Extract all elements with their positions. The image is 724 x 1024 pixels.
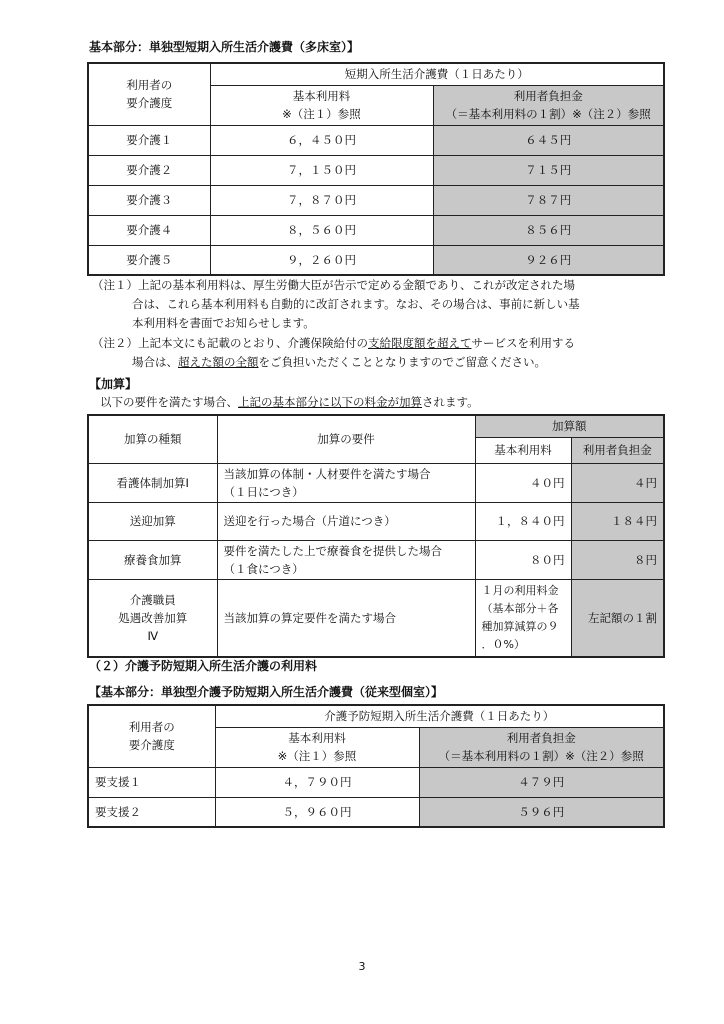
- header-user-charge: 利用者負担金 （＝基本利用料の１割）※（注２）参照: [419, 727, 664, 767]
- note-1: （注１）上記の基本利用料は、厚生労働大臣が告示で定める金額であり、これが改定された場 合は、これら基本利用料も自動的に改訂されます。なお、その場合は、事前に新しい基 本利用料を書面でお知らせします。: [92, 278, 580, 330]
- header-addition-requirement: 加算の要件: [217, 415, 475, 463]
- page-number: 3: [358, 960, 366, 973]
- header-user-charge: 利用者負担金 （＝基本利用料の１割）※（注２）参照: [433, 85, 664, 125]
- addition-base-fee-cell: ４０円: [475, 463, 571, 502]
- addition-type-cell: 介護職員 処遇改善加算 Ⅳ: [88, 579, 217, 657]
- addition-requirement-cell: 要件を満たした上で療養食を提供した場合 （１食につき）: [217, 540, 475, 579]
- care-level-cell: 要支援２: [88, 797, 215, 827]
- user-charge-cell: ８５６円: [433, 215, 664, 245]
- addition-user-charge-cell: ８円: [571, 540, 664, 579]
- section3-title: 【基本部分：単独型介護予防短期入所生活介護費（従来型個室）】: [89, 685, 444, 699]
- additional-fee-table: [87, 414, 665, 658]
- header-addition-type: 加算の種類: [88, 415, 217, 463]
- section2-title: 【加算】: [89, 377, 138, 391]
- table-row: [88, 767, 664, 797]
- user-charge-cell: ６４５円: [433, 125, 664, 155]
- care-level-cell: 要介護４: [88, 215, 210, 245]
- header-care-level: 利用者の 要介護度: [88, 63, 210, 125]
- care-level-cell: 要介護２: [88, 155, 210, 185]
- header-addition-amount: 加算額: [475, 415, 664, 437]
- addition-base-fee-cell: １，８４０円: [475, 502, 571, 540]
- preventive-fee-table: [87, 704, 665, 828]
- base-fee-cell: ９，２６０円: [210, 245, 433, 275]
- addition-user-charge-cell: ４円: [571, 463, 664, 502]
- table-row: [88, 185, 664, 215]
- base-fee-cell: ８，５６０円: [210, 215, 433, 245]
- user-charge-cell: ７１５円: [433, 155, 664, 185]
- table-row: [88, 540, 664, 579]
- care-level-cell: 要介護３: [88, 185, 210, 215]
- table-row: [88, 502, 664, 540]
- base-fee-cell: ７，８７０円: [210, 185, 433, 215]
- header-base-fee: 基本利用料 ※（注１）参照: [210, 85, 433, 125]
- base-fee-cell: ４，７９０円: [215, 767, 419, 797]
- addition-requirement-cell: 当該加算の算定要件を満たす場合: [217, 579, 475, 657]
- care-level-cell: 要介護１: [88, 125, 210, 155]
- addition-base-fee-cell: １月の利用料金 （基本部分＋各 種加算減算の９ ．０%）: [475, 579, 571, 657]
- addition-user-charge-cell: １８４円: [571, 502, 664, 540]
- table-row: [88, 579, 664, 657]
- header-base-fee: 基本利用料: [475, 437, 571, 463]
- base-fee-cell: ７，１５０円: [210, 155, 433, 185]
- header-base-fee: 基本利用料 ※（注１）参照: [215, 727, 419, 767]
- section2-intro: 以下の要件を満たす場合、上記の基本部分に以下の料金が加算されます。: [100, 395, 479, 409]
- table-row: [88, 155, 664, 185]
- addition-type-cell: 送迎加算: [88, 502, 217, 540]
- header-group: 介護予防短期入所生活介護費（１日あたり）: [215, 705, 664, 727]
- table-row: [88, 245, 664, 275]
- basic-fee-table: [87, 62, 665, 276]
- addition-requirement-cell: 送迎を行った場合（片道につき）: [217, 502, 475, 540]
- header-care-level: 利用者の 要介護度: [88, 705, 215, 767]
- addition-user-charge-cell: 左記額の１割: [571, 579, 664, 657]
- addition-base-fee-cell: ８０円: [475, 540, 571, 579]
- care-level-cell: 要介護５: [88, 245, 210, 275]
- user-charge-cell: ５９６円: [419, 797, 664, 827]
- header-user-charge: 利用者負担金: [571, 437, 664, 463]
- table-row: [88, 797, 664, 827]
- base-fee-cell: ５，９６０円: [215, 797, 419, 827]
- table-row: [88, 215, 664, 245]
- care-level-cell: 要支援１: [88, 767, 215, 797]
- user-charge-cell: ７８７円: [433, 185, 664, 215]
- base-fee-cell: ６，４５０円: [210, 125, 433, 155]
- section3-subtitle: （２）介護予防短期入所生活介護の利用料: [89, 659, 318, 673]
- user-charge-cell: ４７９円: [419, 767, 664, 797]
- section1-title: 基本部分：単独型短期入所生活介護費（多床室）】: [89, 40, 360, 54]
- table-row: [88, 125, 664, 155]
- addition-type-cell: 療養食加算: [88, 540, 217, 579]
- addition-requirement-cell: 当該加算の体制・人材要件を満たす場合 （１日につき）: [217, 463, 475, 502]
- note-2: （注２）上記本文にも記載のとおり、介護保険給付の支給限度額を超えてサービスを利用する 場合は、超えた額の全額をご負担いただくこととなりますのでご留意ください。: [92, 336, 575, 369]
- header-group: 短期入所生活介護費（１日あたり）: [210, 63, 664, 85]
- table-row: [88, 463, 664, 502]
- addition-type-cell: 看護体制加算Ⅰ: [88, 463, 217, 502]
- user-charge-cell: ９２６円: [433, 245, 664, 275]
